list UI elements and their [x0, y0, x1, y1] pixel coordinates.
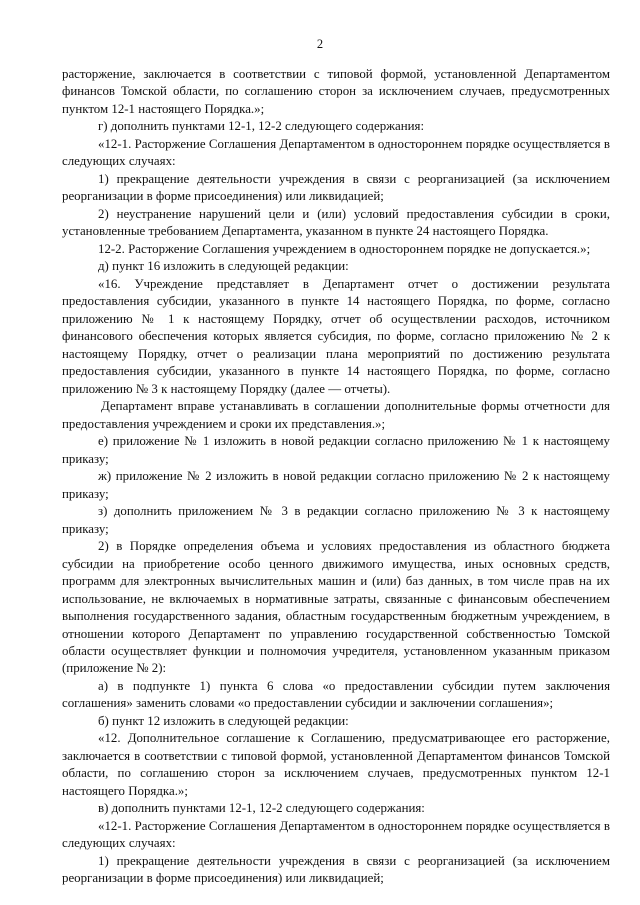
paragraph: д) пункт 16 изложить в следующей редакции: — [98, 259, 349, 274]
paragraph: б) пункт 12 изложить в следующей редакции: — [98, 713, 349, 728]
paragraph: 12-2. Расторжение Соглашения учреждением в одностороннем порядке не допускается.»; — [98, 241, 591, 256]
paragraph: «16. Учреждение представляет в Департамент отчет о достижении результата предоставления субсидии, указанного в пункте 14 настоящего Порядка, по форме, согласно приложению № 1 к настоящему Порядку, отчет об осуществлении расходов, источником финансового обеспечения которых является субсидия, по форме, согласно приложению № 2 к настоящему Порядку, отчет о реализации плана мероприятий по достижению результата предоставления субсидии, указанного в пункте 14 настоящего Порядка, по форме, согласно приложению № 3 к настоящему Порядку (далее — отчеты). — [62, 276, 610, 396]
page-number: 2 — [316, 37, 324, 51]
paragraph: «12-1. Расторжение Соглашения Департаментом в одностороннем порядке осуществляется в следующих случаях: — [62, 136, 610, 169]
paragraph: 2) в Порядке определения объема и условиях предоставления из областного бюджета субсидии на приобретение особо ценного движимого имущества, иных основных средств, программ для электронных вычислительных машин и (или) баз данных, в том числе прав на их использование, не включаемых в нормативные затраты, связанные с финансовым обеспечением выполнения государственного задания, областным государственным бюджетным учреждением, в отношении которого Департамент по управлению государственной собственностью Томской области осуществляет функции и полномочия учредителя, установленном указанным приказом (приложение № 2): — [62, 539, 610, 676]
paragraph: ж) приложение № 2 изложить в новой редакции согласно приложению № 2 к настоящему приказу; — [62, 469, 610, 501]
paragraph: 1) прекращение деятельности учреждения в связи с реорганизацией (за исключением реорганизации в форме присоединения) или ликвидацией; — [62, 853, 610, 886]
document-body — [62, 66, 610, 888]
paragraph: в) дополнить пунктами 12-1, 12-2 следующего содержания: — [98, 801, 425, 816]
paragraph: «12-1. Расторжение Соглашения Департаментом в одностороннем порядке осуществляется в следующих случаях: — [62, 818, 610, 851]
paragraph: Департамент вправе устанавливать в соглашении дополнительные формы отчетности для предоставления учреждением и сроки их представления.»; — [62, 399, 610, 431]
paragraph: 1) прекращение деятельности учреждения в связи с реорганизацией (за исключением реорганизации в форме присоединения) или ликвидацией; — [62, 171, 610, 204]
paragraph: 2) неустранение нарушений цели и (или) условий предоставления субсидии в сроки, установленные требованием Департамента, указанном в пункте 24 настоящего Порядка. — [62, 206, 610, 239]
paragraph: е) приложение № 1 изложить в новой редакции согласно приложению № 1 к настоящему приказу; — [62, 434, 610, 466]
paragraph: «12. Дополнительное соглашение к Соглашению, предусматривающее его расторжение, заключается в соответствии с типовой формой, установленной Департаментом финансов Томской области, по соглашению сторон за исключением случаев, предусмотренных пунктом 12-1 настоящего Порядка.»; — [62, 731, 610, 798]
paragraph: г) дополнить пунктами 12-1, 12-2 следующего содержания: — [98, 119, 425, 134]
paragraph: а) в подпункте 1) пункта 6 слова «о предоставлении субсидии путем заключения соглашения» заменить словами «о предоставлении субсидии и заключении соглашения»; — [62, 678, 610, 711]
paragraph: з) дополнить приложением № 3 в редакции согласно приложению № 3 к настоящему приказу; — [62, 504, 610, 536]
paragraph: расторжение, заключается в соответствии с типовой формой, установленной Департаментом финансов Томской области, по соглашению сторон за исключением случаев, предусмотренных пунктом 12-1 настоящего Порядка.»; — [62, 67, 610, 116]
